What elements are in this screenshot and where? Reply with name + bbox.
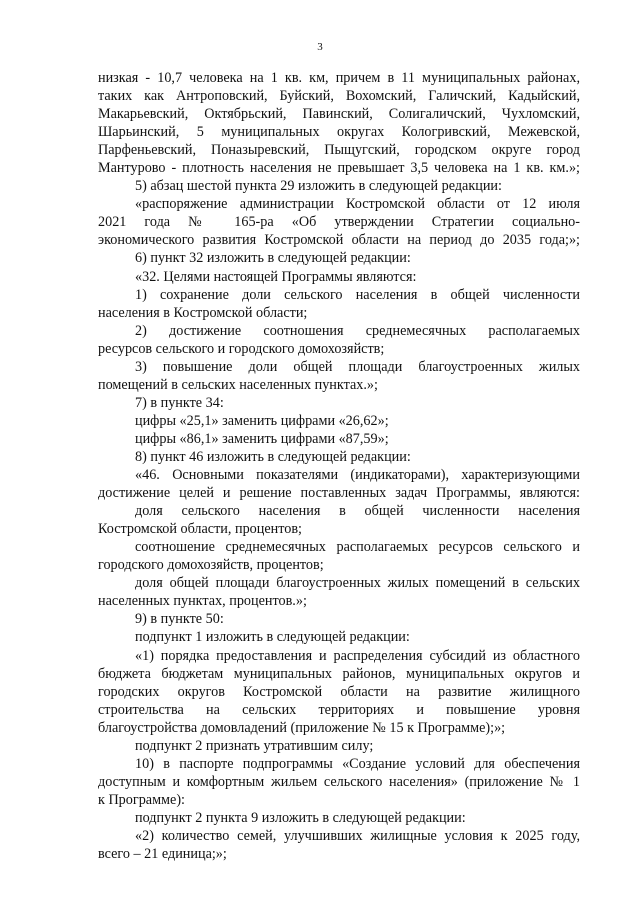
text-line: бюджета бюджетам муниципальных районов, муниципальных округов и xyxy=(98,665,580,682)
text-line: Костромской области, процентов; xyxy=(98,521,302,538)
text-line: 5) абзац шестой пункта 29 изложить в следующей редакции: xyxy=(135,178,502,195)
text-line: подпункт 2 признать утратившим силу; xyxy=(135,737,374,754)
text-line: населенных пунктах, процентов.»; xyxy=(98,593,307,610)
document-body xyxy=(98,69,580,863)
text-line: «2) количество семей, улучшивших жилищные условия к 2025 году, xyxy=(135,827,580,844)
text-line: доля общей площади благоустроенных жилых помещений в сельских xyxy=(135,575,580,592)
text-line: подпункт 1 изложить в следующей редакции: xyxy=(135,629,410,646)
text-line: 8) пункт 46 изложить в следующей редакции: xyxy=(135,448,411,465)
text-line: таких как Антроповский, Буйский, Вохомский, Галичский, Кадыйский, xyxy=(98,88,580,105)
text-line: доля сельского населения в общей численности населения xyxy=(135,503,580,520)
text-line: 10) в паспорте подпрограммы «Создание условий для обеспечения xyxy=(135,755,580,772)
text-line: городских округов Костромской области на развитие жилищного xyxy=(98,683,580,700)
text-line: помещений в сельских населенных пунктах.»; xyxy=(98,376,378,393)
text-line: строительства на сельских территориях и повышение уровня xyxy=(98,701,580,718)
text-line: низкая - 10,7 человека на 1 кв. км, причем в 11 муниципальных районах, xyxy=(98,70,580,86)
text-line: Шарьинский, 5 муниципальных округах Кологривский, Межевской, xyxy=(98,124,580,141)
text-line: Макарьевский, Октябрьский, Павинский, Солигаличский, Чухломский, xyxy=(98,106,580,123)
text-line: населения в Костромской области; xyxy=(98,304,308,321)
text-line: «распоряжение администрации Костромской области от 12 июля xyxy=(135,196,580,213)
text-line: городского домохозяйств, процентов; xyxy=(98,557,324,574)
text-line: экономического развития Костромской области на период до 2035 года;»; xyxy=(98,232,580,249)
text-line: 3) повышение доли общей площади благоустроенных жилых xyxy=(135,358,580,375)
text-line: 1) сохранение доли сельского населения в общей численности xyxy=(135,286,580,303)
text-line: Мантурово - плотность населения не превышает 3,5 человека на 1 кв. км.»; xyxy=(98,160,580,177)
text-line: ресурсов сельского и городского домохозяйств; xyxy=(98,340,385,357)
text-line: «46. Основными показателями (индикаторами), характеризующими xyxy=(135,467,580,484)
text-line: 9) в пункте 50: xyxy=(135,611,224,628)
text-line: 7) в пункте 34: xyxy=(135,394,224,411)
text-line: 2) достижение соотношения среднемесячных располагаемых xyxy=(135,322,580,339)
text-line: благоустройства домовладений (приложение № 15 к Программе);»; xyxy=(98,719,506,736)
text-line: всего – 21 единица;»; xyxy=(98,846,227,863)
text-line: 6) пункт 32 изложить в следующей редакции: xyxy=(135,250,411,267)
text-line: 2021 года № 165-ра «Об утверждении Стратегии социально- xyxy=(98,214,580,231)
text-line: соотношение среднемесячных располагаемых ресурсов сельского и xyxy=(135,539,580,556)
page-number: 3 xyxy=(317,41,323,53)
text-line: цифры «25,1» заменить цифрами «26,62»; xyxy=(135,412,389,429)
text-line: подпункт 2 пункта 9 изложить в следующей редакции: xyxy=(135,809,466,826)
text-line: к Программе): xyxy=(98,791,186,808)
text-line: доступным и комфортным жильем сельского населения» (приложение № 1 xyxy=(98,773,580,790)
text-line: «1) порядка предоставления и распределения субсидий из областного xyxy=(135,647,580,664)
text-line: достижение целей и решение поставленных задач Программы, являются: xyxy=(98,485,580,502)
text-line: цифры «86,1» заменить цифрами «87,59»; xyxy=(135,430,389,447)
text-line: «32. Целями настоящей Программы являются: xyxy=(135,268,417,285)
text-line: Парфеньевский, Поназыревский, Пыщугский, городском округе город xyxy=(98,142,580,159)
